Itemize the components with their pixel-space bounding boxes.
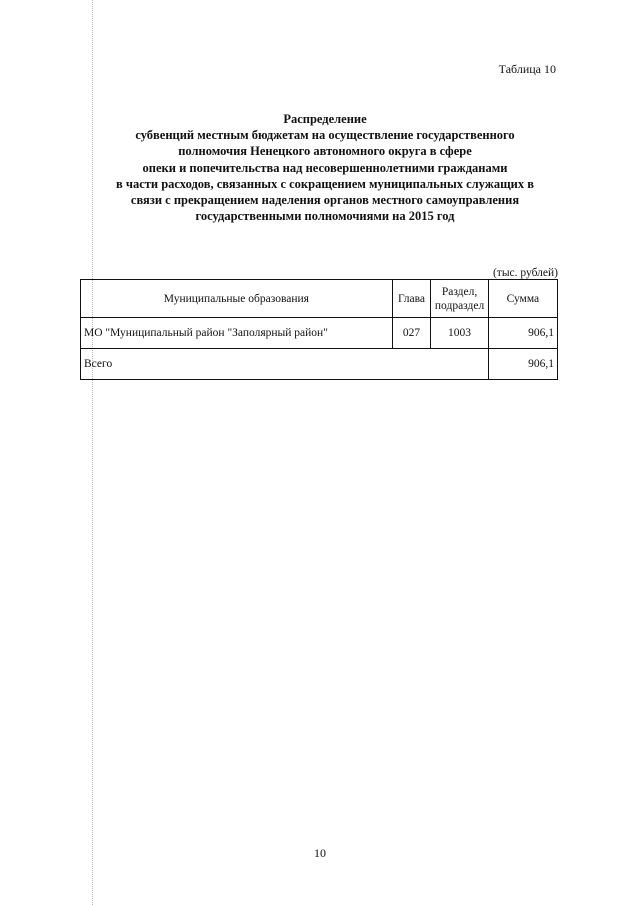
- header-section: [431, 280, 488, 318]
- document-heading: [70, 111, 580, 224]
- heading-line: связи с прекращением наделения органов местного самоуправления: [130, 193, 520, 208]
- header-sum: Сумма: [488, 280, 557, 318]
- table-total-row: [81, 349, 558, 380]
- table-number-label: Таблица 10: [498, 62, 556, 76]
- heading-line: государственными полномочиями на 2015 год: [195, 209, 455, 224]
- total-sum: 906,1: [488, 349, 557, 380]
- subvention-table: [80, 279, 558, 380]
- header-municipality: Муниципальные образования: [81, 280, 393, 318]
- header-section-line1: Раздел,: [441, 285, 478, 298]
- table-header-row: [81, 280, 558, 318]
- heading-line: опеки и попечительства над несовершеннолетними гражданами: [142, 160, 508, 175]
- cell-chapter: 027: [392, 318, 431, 349]
- table-row: [81, 318, 558, 349]
- heading-line: Распределение: [283, 112, 367, 126]
- header-chapter: Глава: [392, 280, 431, 318]
- total-label: Всего: [81, 349, 489, 380]
- cell-section: 1003: [431, 318, 488, 349]
- units-note: (тыс. рублей): [492, 267, 558, 279]
- heading-line: полномочия Ненецкого автономного округа в сфере: [178, 144, 472, 159]
- heading-line: в части расходов, связанных с сокращением муниципальных служащих в: [116, 176, 534, 191]
- header-section-line2: подраздел: [434, 299, 485, 312]
- page-number: 10: [314, 846, 326, 860]
- heading-line: субвенций местным бюджетам на осуществление государственного: [135, 128, 515, 143]
- cell-municipality: МО "Муниципальный район "Заполярный район": [81, 318, 393, 349]
- cell-sum: 906,1: [488, 318, 557, 349]
